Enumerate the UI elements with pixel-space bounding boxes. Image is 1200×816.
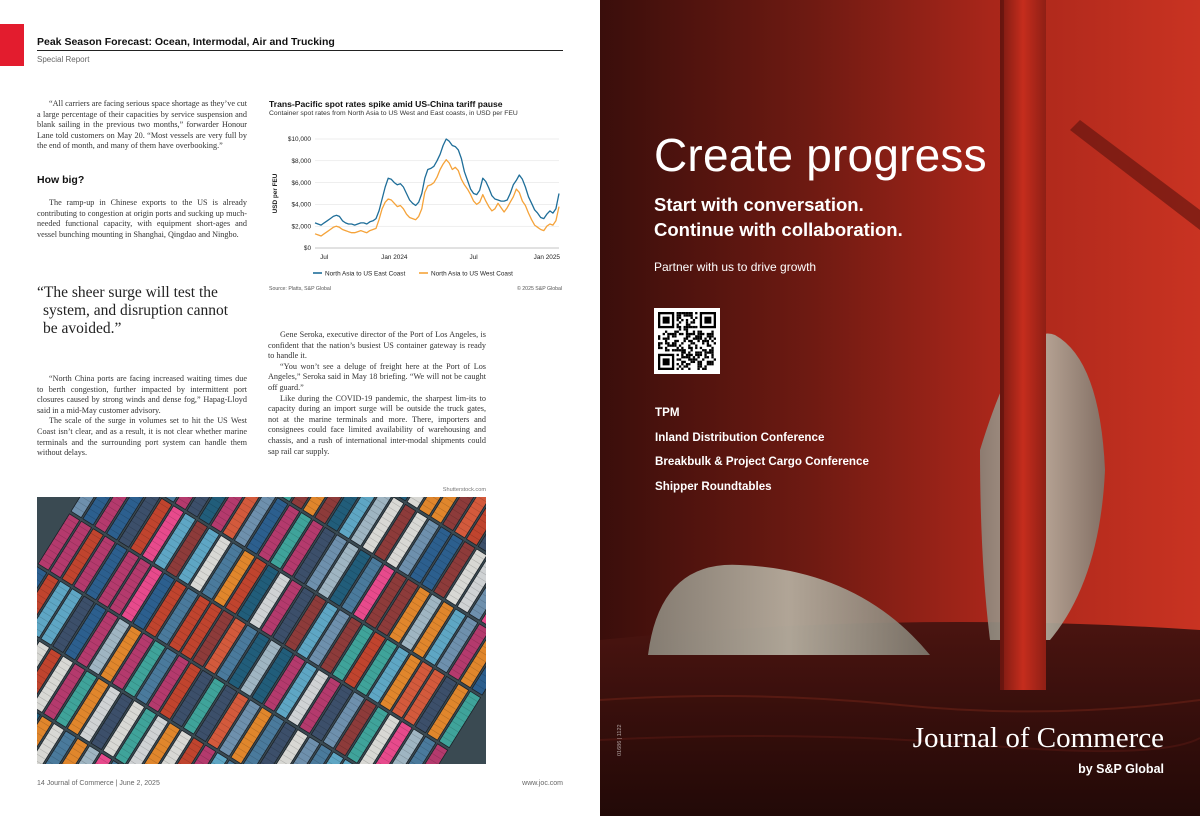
- ad-subheadline-line: Continue with collaboration.: [654, 219, 903, 240]
- brand-logo-wordmark: Journal of Commerce: [912, 722, 1164, 754]
- paragraph: “North China ports are facing increased waiting times due to berth congestion, further impacted by intermittent port closures caused by strong winds and dense fog,” Hapag-Lloyd said in a mid-May customer advisory.: [37, 374, 247, 415]
- shipping-containers-photo: [37, 497, 486, 764]
- y-axis-label: USD per FEU: [272, 173, 279, 214]
- ad-headline: Create progress: [654, 129, 987, 181]
- article-column-1b: [37, 198, 247, 240]
- paragraph: The ramp-up in Chinese exports to the US is already contributing to congestion at origin ports and sucking up much-needed functional capacity, with equipment short-ages and vessel bunching mounting in Shanghai, Qingdao and Ningbo.: [37, 198, 247, 239]
- events-list: [655, 406, 869, 504]
- pull-quote-line: “The sheer surge will test the: [37, 284, 218, 301]
- paragraph: The scale of the surge in volumes set to hit the US West Coast isn’t clear, and as a result, it is not clear whether marine terminals and the surrounding port system can handle them without delays.: [37, 416, 247, 458]
- paragraph: Like during the COVID-19 pandemic, the sharpest lim-its to capacity during an import surge will be outside the truck gates, not at the marine terminals and more. There, importers and consignees could face limited availability of warehousing and chassis, and a rush of international inter-modal shipments could sap rail car supply.: [268, 393, 486, 456]
- article-column-1a: [37, 99, 247, 152]
- y-tick-label: $6,000: [291, 179, 311, 187]
- running-head: Peak Season Forecast: Ocean, Intermodal, Air and Trucking: [37, 36, 335, 48]
- chart-copyright: © 2025 S&P Global: [517, 286, 562, 292]
- legend-label: North Asia to US East Coast: [325, 270, 406, 278]
- qr-code-pattern: [658, 312, 716, 370]
- paragraph: “All carriers are facing serious space shortage as they’ve cut a large percentage of their capacities by service suspension and blank sailing in the previous two months,” forwarder Honour Lane told customers on May 20. “Most vessels are very full by the end of month, and many of them have overbooking.”: [37, 99, 247, 151]
- chart-title: Trans-Pacific spot rates spike amid US-China tariff pause: [269, 99, 503, 109]
- qr-code[interactable]: [654, 308, 720, 374]
- event-item-inland-distribution: Inland Distribution Conference: [655, 430, 825, 444]
- ad-code: 01686 | 1122: [617, 724, 623, 756]
- event-item-tpm: TPM: [655, 406, 680, 419]
- article-column-1c: [37, 374, 247, 459]
- y-tick-label: $0: [303, 245, 311, 253]
- legend-label: North Asia to US West Coast: [431, 270, 513, 278]
- section-label: Special Report: [37, 55, 90, 64]
- spot-rate-line-chart: [269, 125, 563, 285]
- paragraph: Gene Seroka, executive director of the Port of Los Angeles, is confident that the nation’s busiest US container gateway is ready to handle it.: [268, 330, 486, 361]
- page-footer-url: www.joc.com: [522, 780, 563, 787]
- section-color-tab: [0, 24, 24, 66]
- y-tick-label: $8,000: [291, 158, 311, 165]
- x-tick-label: Jan 2025: [533, 254, 560, 261]
- paragraph: “You won’t see a deluge of freight here at the Port of Los Angeles,” Seroka said in May 18 briefing. “We will not be caught off guard.”: [268, 361, 486, 392]
- ad-subheadline-line: Start with conversation.: [654, 194, 864, 215]
- header-rule: [37, 50, 563, 51]
- y-tick-label: $2,000: [291, 223, 311, 231]
- x-tick-label: Jul: [469, 254, 478, 261]
- series-line: [315, 139, 559, 225]
- subheading-how-big: How big?: [37, 174, 85, 186]
- event-item-breakbulk: Breakbulk & Project Cargo Conference: [655, 455, 869, 469]
- pull-quote-line: be avoided.”: [43, 320, 122, 337]
- y-tick-label: $4,000: [291, 201, 311, 209]
- photo-credit: Shutterstock.com: [442, 487, 486, 493]
- event-item-shipper-roundtables: Shipper Roundtables: [655, 479, 772, 493]
- page-footer-folio: 14 Journal of Commerce | June 2, 2025: [37, 780, 160, 787]
- advertisement-page: [600, 0, 1200, 816]
- containers-aerial-illustration: [37, 497, 486, 764]
- brand-logo-byline: by S&P Global: [1078, 762, 1164, 776]
- article-column-2: [268, 330, 486, 457]
- chart-subtitle: Container spot rates from North Asia to US West and East coasts, in USD per FEU: [269, 110, 518, 117]
- pull-quote: [37, 284, 252, 338]
- y-tick-label: $10,000: [287, 136, 311, 144]
- x-tick-label: Jul: [320, 254, 329, 261]
- ad-subheadline: [654, 192, 903, 242]
- pull-quote-line: system, and disruption cannot: [43, 302, 229, 319]
- ad-tagline: Partner with us to drive growth: [654, 260, 817, 274]
- chart-source: Source: Platts, S&P Global: [269, 286, 331, 292]
- x-tick-label: Jan 2024: [381, 254, 408, 261]
